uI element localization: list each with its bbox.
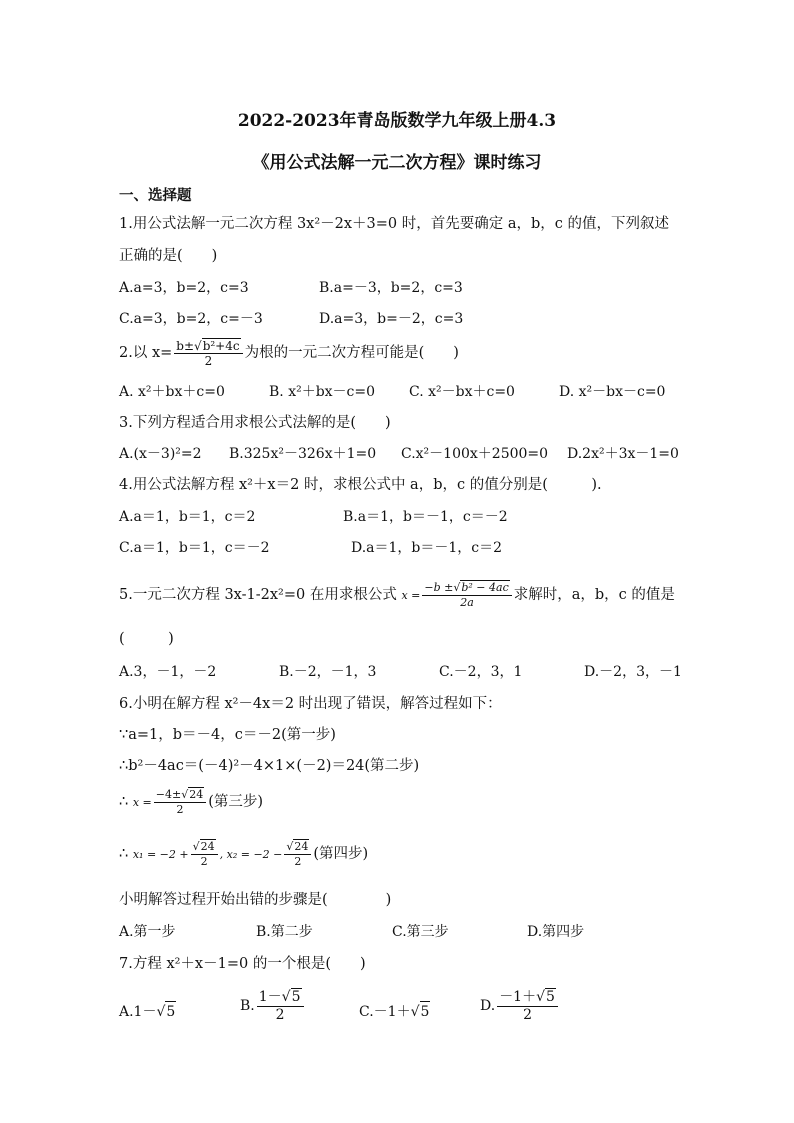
- q6-option-a[interactable]: A.第一步: [119, 924, 176, 940]
- section-heading: 一、选择题: [119, 187, 192, 204]
- q2-frac-num: b±: [176, 339, 195, 353]
- q5-prefix: 5.一元二次方程 3x-1-2x²=0 在用求根公式: [119, 587, 397, 603]
- q6-step2: ∴b²－4ac＝(－4)²－4×1×(－2)＝24(第二步): [119, 758, 420, 774]
- q5-option-b[interactable]: B.－2，－1，3: [279, 664, 377, 680]
- q6-option-d[interactable]: D.第四步: [527, 924, 585, 940]
- q5-text: [119, 578, 675, 613]
- q7-option-b-den: 2: [275, 1007, 285, 1023]
- q3-text: 3.下列方程适合用求根公式法解的是( ): [119, 415, 391, 431]
- q2-frac-rad: b²+4c: [202, 339, 240, 353]
- q2-option-b[interactable]: B. x²＋bx－c=0: [269, 384, 376, 400]
- q7-option-b-fraction: $\frac{1-√5}{2}$: [257, 988, 304, 1024]
- q2-suffix: 为根的一元二次方程可能是( ): [244, 345, 459, 361]
- q3-option-d[interactable]: D.2x²＋3x－1=0: [567, 446, 679, 462]
- q6-question: 小明解答过程开始出错的步骤是( ): [119, 892, 392, 908]
- q1-option-c[interactable]: C.a=3，b=2，c=－3: [119, 311, 263, 327]
- q7-option-d-fraction: $\frac{-1+√5}{2}$: [497, 988, 558, 1024]
- q2-option-d[interactable]: D. x²－bx－c=0: [559, 384, 666, 400]
- q6-step1: ∵a=1，b＝－4，c＝－2(第一步): [119, 727, 336, 743]
- q2-option-c[interactable]: C. x²－bx＋c=0: [409, 384, 515, 400]
- q3-option-a[interactable]: A.(x－3)²=2: [119, 446, 202, 462]
- q7-option-c-rad: 5: [420, 1001, 431, 1022]
- q6-step4-fraction-1: $\frac{√24}{2}$: [191, 839, 218, 869]
- q7-option-d-prefix: D.: [480, 998, 496, 1014]
- q5-formula-fraction: $\frac{\text{−b ±√b² − 4ac}}{2a}$: [422, 580, 511, 610]
- q6-step3-suffix: (第三步): [208, 794, 264, 810]
- q7-option-b-num: 1－: [258, 989, 282, 1005]
- q2-fraction: $\frac{\text{b±√b²+4c}}{2}$: [174, 338, 242, 368]
- title-line-2: 《用公式法解一元二次方程》课时练习: [252, 153, 542, 173]
- q1-option-d[interactable]: D.a=3，b=－2，c=3: [319, 311, 464, 327]
- q7-option-d-num: －1＋: [499, 989, 537, 1005]
- q4-option-b[interactable]: B.a＝1，b＝－1，c＝－2: [343, 509, 508, 525]
- q4-option-c[interactable]: C.a＝1，b＝1，c＝－2: [119, 540, 270, 556]
- q5-formula-den: 2a: [460, 596, 474, 609]
- q7-option-b-rad: 5: [291, 989, 301, 1005]
- q7-option-d-rad: 5: [546, 989, 555, 1005]
- q6-step3-prefix: ∴: [119, 794, 129, 810]
- q6-step3-rad: 24: [189, 788, 204, 801]
- q6-option-c[interactable]: C.第三步: [392, 924, 449, 940]
- q7-option-d-den: 2: [523, 1007, 533, 1023]
- q6-step3-num: −4±: [155, 788, 182, 801]
- q6-step4-x1: x₁ = −2 +: [132, 848, 189, 861]
- q7-text: 7.方程 x²＋x－1=0 的一个根是( ): [119, 956, 366, 972]
- q6-step3-lhs: x =: [132, 796, 152, 809]
- q6-step3: [119, 786, 263, 819]
- q2-text: [119, 338, 459, 368]
- q3-option-c[interactable]: C.x²－100x＋2500=0: [401, 446, 549, 462]
- q6-option-b[interactable]: B.第二步: [256, 924, 313, 940]
- q5-text-line2: ( ): [119, 631, 174, 647]
- q5-formula-lhs: x =: [401, 589, 421, 602]
- q6-step4-x2: , x₂ = −2 −: [219, 848, 283, 861]
- q5-formula-num: −b ±: [424, 581, 454, 594]
- q6-step4: [119, 836, 368, 873]
- q7-option-d[interactable]: [480, 988, 560, 1024]
- q6-step4-rad-1: 24: [200, 840, 215, 853]
- q6-step4-fraction-2: $\frac{√24}{2}$: [284, 839, 311, 869]
- q2-option-a[interactable]: A. x²＋bx＋c=0: [119, 384, 225, 400]
- q1-text-line2: 正确的是( ): [119, 248, 218, 264]
- q4-text: 4.用公式法解方程 x²＋x＝2 时，求根公式中 a，b，c 的值分别是( ).: [119, 477, 602, 493]
- q6-step4-den-2: 2: [294, 855, 302, 868]
- q7-option-c[interactable]: C.－1＋√5: [359, 1001, 430, 1022]
- q2-prefix: 2.以 x=: [119, 345, 173, 361]
- q6-step4-prefix: ∴: [119, 846, 129, 862]
- q3-option-b[interactable]: B.325x²－326x＋1=0: [229, 446, 377, 462]
- q1-option-b[interactable]: B.a=－3，b=2，c=3: [319, 280, 463, 296]
- q7-option-b[interactable]: [240, 988, 306, 1024]
- q7-option-a-prefix: A.1－: [119, 1004, 157, 1020]
- q5-option-d[interactable]: D.－2，3，－1: [584, 664, 682, 680]
- q6-text: 6.小明在解方程 x²－4x＝2 时出现了错误，解答过程如下：: [119, 696, 502, 712]
- q4-option-a[interactable]: A.a＝1，b＝1，c＝2: [119, 509, 256, 525]
- q4-option-d[interactable]: D.a＝1，b＝－1，c＝2: [351, 540, 503, 556]
- q7-option-a[interactable]: A.1－√5: [119, 1001, 176, 1022]
- q1-text-line1: 1.用公式法解一元二次方程 3x²－2x＋3=0 时，首先要确定 a，b，c 的值，下列叙述: [119, 216, 670, 232]
- q5-option-a[interactable]: A.3，－1，－2: [119, 664, 217, 680]
- q6-step4-den-1: 2: [200, 855, 208, 868]
- q7-option-b-prefix: B.: [240, 998, 255, 1014]
- q6-step4-rad-2: 24: [294, 840, 309, 853]
- q7-option-a-rad: 5: [165, 1001, 176, 1022]
- q5-formula-rad: b² − 4ac: [461, 581, 509, 594]
- title-line-1: 2022-2023年青岛版数学九年级上册4.3: [237, 111, 557, 131]
- q6-step4-suffix: (第四步): [313, 846, 369, 862]
- q5-suffix: 求解时，a，b，c 的值是: [513, 587, 675, 603]
- q1-option-a[interactable]: A.a=3，b=2，c=3: [119, 280, 249, 296]
- q7-option-c-prefix: C.－1＋: [359, 1004, 411, 1020]
- q6-step3-den: 2: [176, 803, 184, 816]
- q5-option-c[interactable]: C.－2，3，1: [439, 664, 523, 680]
- q6-step3-fraction: $\frac{-4\pm√24}{2}$: [154, 787, 206, 817]
- q2-frac-den: 2: [204, 354, 213, 368]
